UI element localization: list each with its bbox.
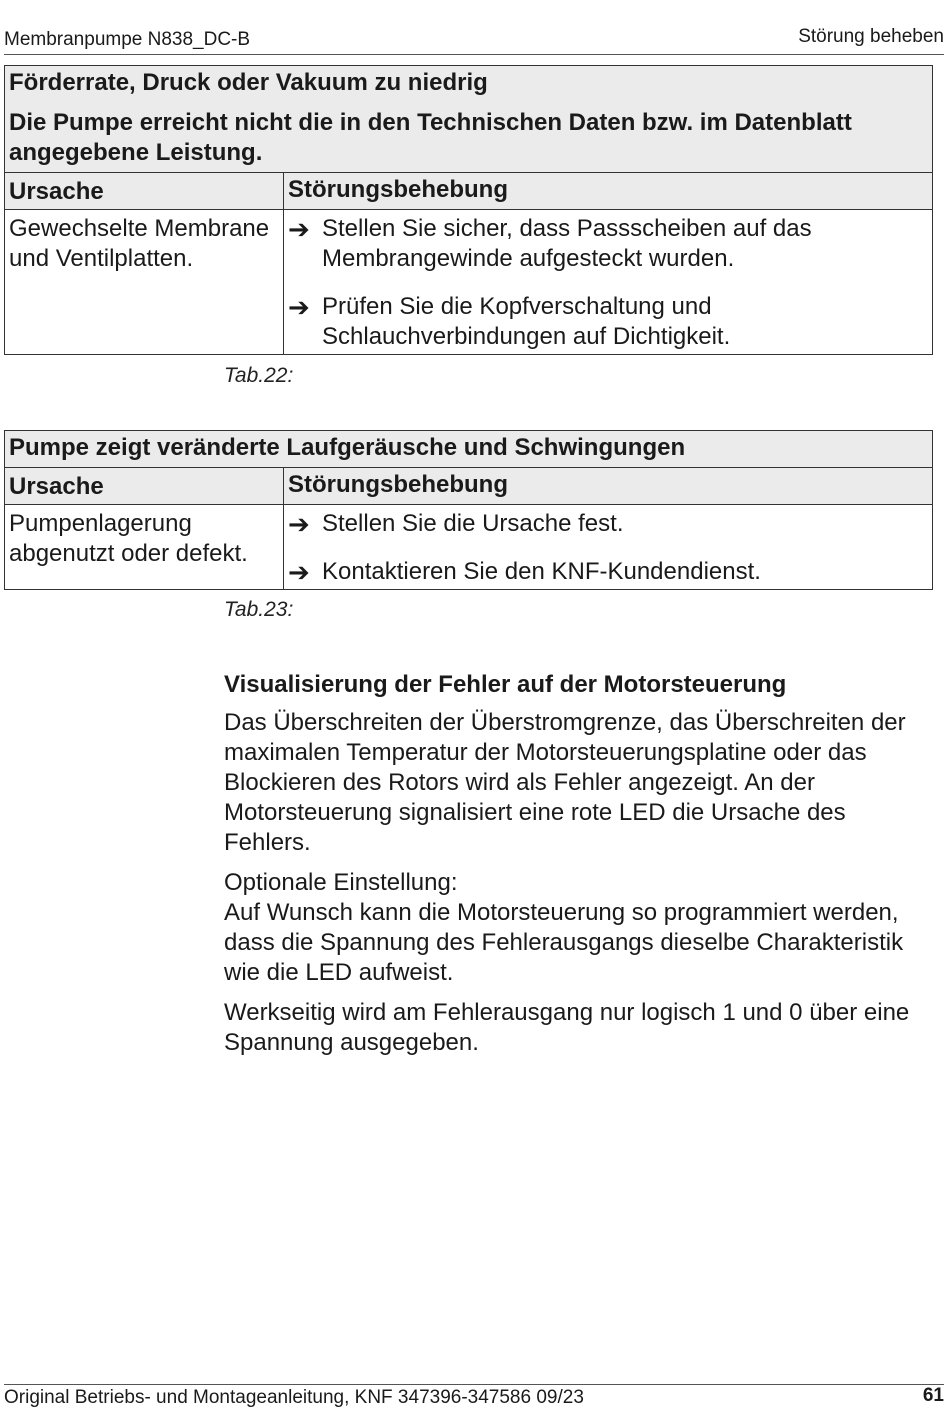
column-header-cause: Ursache	[5, 173, 284, 210]
optional-setting-paragraph	[224, 868, 924, 988]
table-caption: Tab.22:	[224, 364, 294, 387]
table-title: Förderrate, Druck oder Vakuum zu niedrig	[9, 69, 488, 96]
fix-cell	[284, 505, 933, 590]
page-header	[4, 26, 944, 55]
cause-cell: Pumpenlagerung abgenutzt oder defekt.	[5, 505, 284, 590]
section-paragraph: Werkseitig wird am Fehlerausgang nur logisch 1 und 0 über eine Spannung ausgegeben.	[224, 999, 910, 1056]
optional-setting-label: Optionale Einstellung:	[224, 869, 458, 896]
optional-setting-text: Auf Wunsch kann die Motorsteuerung so programmiert werden, dass die Spannung des Fehlerausgangs dieselbe Charakteristik wie die LED aufweist.	[224, 899, 904, 986]
section-heading: Visualisierung der Fehler auf der Motorsteuerung	[224, 671, 787, 698]
action-text: Kontaktieren Sie den KNF-Kundendienst.	[322, 558, 761, 585]
action-text: Prüfen Sie die Kopfverschaltung und Schlauchverbindungen auf Dichtigkeit.	[322, 293, 731, 350]
arrow-right-icon: ➔	[288, 214, 310, 244]
fault-table-23	[4, 430, 933, 590]
column-header-fix: Störungsbehebung	[284, 173, 933, 210]
footer-document-title: Original Betriebs- und Montageanleitung, KNF 347396-347586 09/23	[4, 1387, 584, 1408]
action-text: Stellen Sie die Ursache fest.	[322, 510, 624, 537]
arrow-right-icon: ➔	[288, 557, 310, 587]
error-visualization-section	[224, 670, 924, 1068]
action-item	[288, 288, 928, 354]
action-text: Stellen Sie sicher, dass Passscheiben auf das Membrangewinde aufgesteckt wurden.	[322, 215, 812, 272]
header-product-name: Membranpumpe N838_DC-B	[4, 29, 251, 50]
table-title: Pumpe zeigt veränderte Laufgeräusche und Schwingungen	[9, 434, 686, 461]
action-item	[288, 210, 928, 276]
table-row	[5, 505, 933, 590]
action-item	[288, 553, 928, 589]
arrow-right-icon: ➔	[288, 509, 310, 539]
section-paragraph: Das Überschreiten der Überstromgrenze, das Überschreiten der maximalen Temperatur der Motorsteuerungsplatine oder das Blockieren des Rotors wird als Fehler angezeigt. An der Motorsteuerung signalisiert eine rote LED die Ursache des Fehlers.	[224, 709, 906, 856]
cause-cell: Gewechselte Membrane und Ventilplatten.	[5, 210, 284, 355]
table-row	[5, 210, 933, 355]
action-item	[288, 505, 928, 541]
column-header-fix: Störungsbehebung	[284, 468, 933, 505]
fix-cell	[284, 210, 933, 355]
table-title-cell	[5, 66, 933, 173]
page-footer	[4, 1384, 944, 1408]
table-title-cell	[5, 431, 933, 468]
table-subtitle: Die Pumpe erreicht nicht die in den Technischen Daten bzw. im Datenblatt angegebene Leistung.	[9, 109, 852, 166]
arrow-right-icon: ➔	[288, 292, 310, 322]
table-caption: Tab.23:	[224, 598, 294, 621]
page-number: 61	[922, 1385, 944, 1406]
column-header-cause: Ursache	[5, 468, 284, 505]
header-chapter-title: Störung beheben	[798, 26, 944, 47]
fault-table-22	[4, 65, 933, 355]
